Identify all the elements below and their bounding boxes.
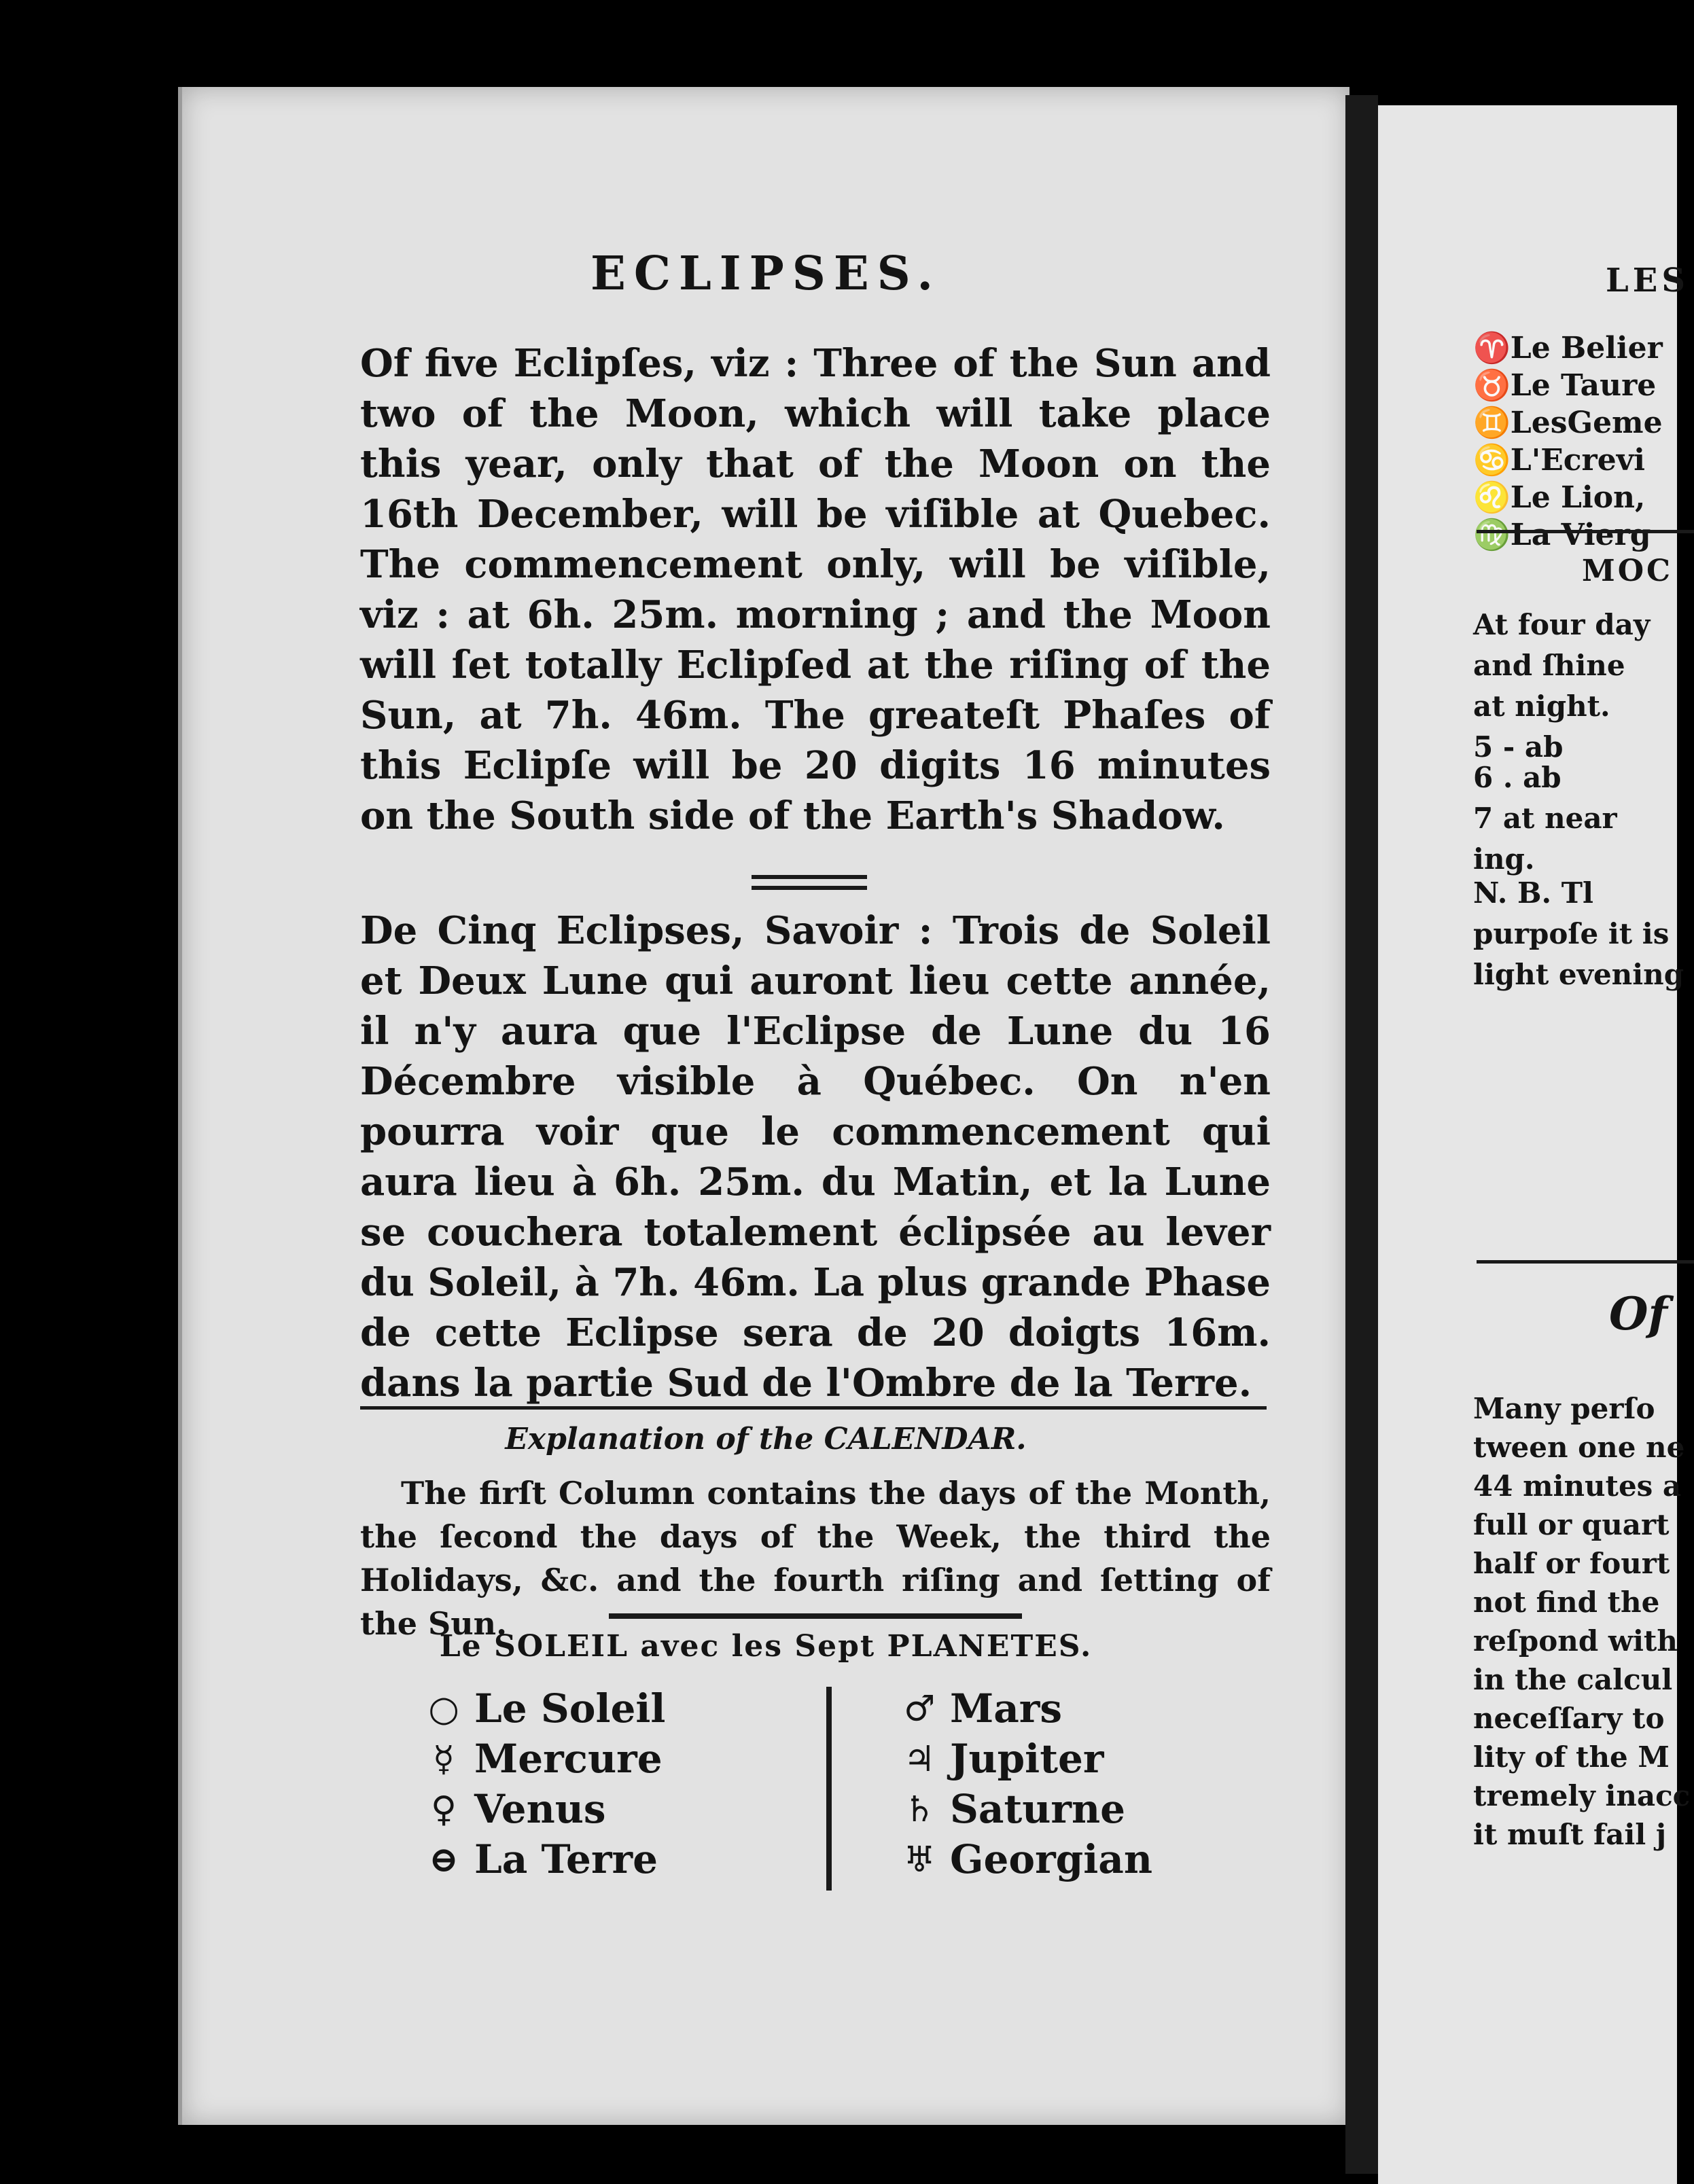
explanation-title: Explanation of the CALENDAR. [505,1422,1027,1456]
text-line: neceſſary to [1473,1702,1665,1735]
text-line: and ſhine [1473,649,1625,682]
planet-name: Le Soleil [474,1685,666,1732]
text-line: 44 minutes a [1473,1469,1682,1503]
venus-symbol-icon: ♀ [430,1788,457,1830]
many-text [1473,1389,1690,1854]
zodiac-list [1473,329,1663,554]
planet-row [413,1683,665,1734]
english-paragraph: Of five Eclipſes, viz : Three of the Sun and two of the Moon, which will take place this year, only that of the Moon on the 16th December, will be viſible at Quebec. The commencement only, will be viſible, viz : at 6h. 25m. morning ; and the Moon will ſet totally Eclipſed at the riſing of the Sun, at 7h. 46m. The greateſt Phaſes of this Eclipſe will be 20 digits 16 minutes on the South side of the Earth's Shadow. [360,341,1271,838]
left-page [178,87,1349,2125]
list-item: ♈Le Belier [1473,331,1663,365]
saturn-symbol-icon: ♄ [903,1788,936,1830]
planet-name: Georgian [950,1836,1153,1882]
text-line: in the calcul [1473,1663,1673,1696]
planets-title: Le SOLEIL avec les Sept PLANETES. [439,1629,1093,1664]
text-line: 7 at near [1473,802,1617,835]
of-heading: Of [1609,1287,1667,1340]
short-divider [609,1613,1022,1619]
list-item: ♍La Vierg [1473,518,1651,552]
column-divider [826,1687,832,1891]
text-line: purpoſe it is [1473,917,1670,950]
list-item: ♊LesGeme [1473,406,1663,440]
text-line: at night. [1473,690,1610,723]
planet-name: Mercure [474,1736,663,1782]
mercury-symbol-icon: ☿ [433,1738,455,1780]
text-line: At four day [1473,608,1651,641]
page-title: ECLIPSES. [590,247,941,301]
french-paragraph: De Cinq Eclipses, Savoir : Trois de Soleil et Deux Lune qui auront lieu cette année, il n'y aura que l'Eclipse de Lune du 16 Décembre visible à Québec. On n'en pourra voir que le commencement qui aura lieu à 6h. 25m. du Matin, et la Lune se couchera totalement éclipsée au lever du Soleil, à 7h. 46m. La plus grande Phase de cette Eclipse sera de 20 doigts 16m. dans la partie Sud de l'Ombre de la Terre. [360,908,1271,1406]
sun-symbol-icon: ○ [428,1687,459,1730]
text-line: tremely inacc [1473,1779,1691,1812]
text-line: lity of the M [1473,1740,1670,1774]
planets-left-column [413,1683,665,1884]
planet-row [889,1734,1152,1784]
moon-text-continued [1473,757,1617,880]
planet-row [413,1834,665,1884]
moon-heading: MOC [1582,554,1674,588]
text-line: Many perſo [1473,1392,1655,1425]
right-page [1378,105,1691,2184]
planet-name: Venus [474,1786,606,1832]
text-line: light evening [1473,958,1684,991]
planets-right-column [889,1683,1152,1884]
right-divider [1477,1260,1694,1264]
text-line: N. B. Tl [1473,876,1593,910]
planet-row [889,1683,1152,1734]
list-item: ♌Le Lion, [1473,480,1646,515]
planet-row [889,1784,1152,1834]
text-line: ing. [1473,842,1535,876]
jupiter-symbol-icon: ♃ [903,1738,936,1780]
section-divider [360,1406,1267,1410]
text-line: full or quart [1473,1508,1670,1541]
planet-row [413,1734,665,1784]
text-line: 6 . ab [1473,761,1561,794]
text-line: tween one ne [1473,1431,1685,1464]
planet-name: Jupiter [950,1736,1104,1782]
nb-text [1473,873,1684,995]
list-item: ♉Le Taure [1473,368,1657,403]
planet-name: Mars [950,1685,1062,1732]
text-line: 5 - ab [1473,730,1564,764]
list-item: ♋L'Ecrevi [1473,443,1645,478]
double-rule-divider [752,875,867,890]
book-gutter [1345,95,1378,2174]
uranus-symbol-icon: ♅ [903,1838,936,1880]
text-line: it muſt fail j [1473,1818,1667,1851]
planet-name: Saturne [950,1786,1126,1832]
moon-text [1473,605,1650,768]
planet-name: La Terre [474,1836,658,1882]
explanation-body: The firſt Column contains the days of the Month, the ſecond the days of the Week, the third the Holidays, &c. and the fourth riſing and ſetting of the Sun. [360,1475,1271,1642]
right-page-heading: LES [1606,262,1689,300]
planet-row [413,1784,665,1834]
planet-row [889,1834,1152,1884]
mars-symbol-icon: ♂ [903,1687,936,1730]
text-line: reſpond with [1473,1624,1678,1658]
text-line: not find the [1473,1586,1660,1619]
earth-symbol-icon: ⊖ [429,1838,459,1880]
text-line: half or fourt [1473,1547,1670,1580]
right-divider [1477,530,1694,533]
